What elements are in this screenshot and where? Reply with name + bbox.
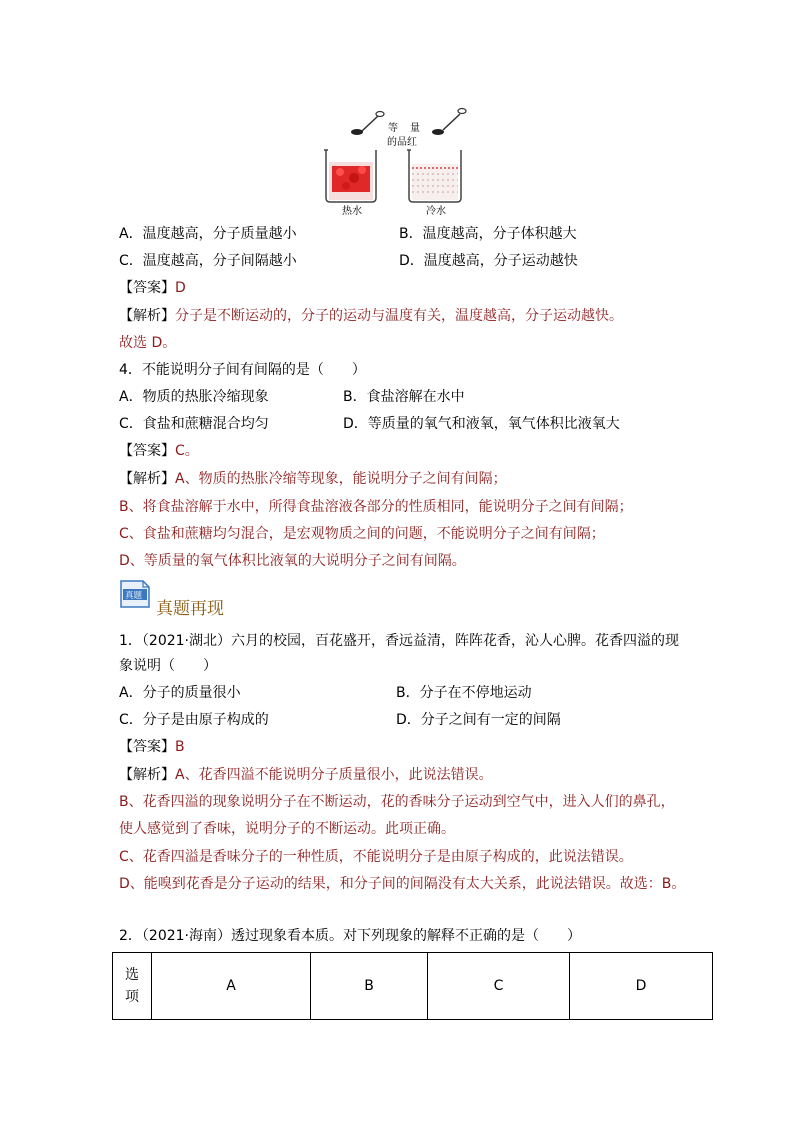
analysis-label: 【解析】 <box>119 767 175 783</box>
q3-conclusion: 故选 D。 <box>119 335 177 351</box>
q4-answer <box>119 441 199 461</box>
p1-option-c: C．分子是由原子构成的 <box>119 712 269 728</box>
analysis-text: 分子是不断运动的，分子的运动与温度有关，温度越高，分子运动越快。 <box>175 308 623 324</box>
table-header-c: C <box>428 953 570 1020</box>
p1-option-a: A．分子的质量很小 <box>119 685 241 701</box>
table-row <box>113 953 713 1020</box>
p1-option-d: D．分子之间有一定的间隔 <box>396 712 561 728</box>
q4-analysis-line-2: B、将食盐溶解于水中，所得食盐溶液各部分的性质相同，能说明分子之间有间隔； <box>119 499 633 515</box>
q4-analysis-line-4: D、等质量的氧气体积比液氧的大说明分子之间有间隔。 <box>119 553 466 569</box>
left-spoon-icon <box>351 112 384 136</box>
p1-analysis-line-1 <box>119 765 493 785</box>
p1-analysis-line-3: 使人感觉到了香味，说明分子的不断运动。此项正确。 <box>119 821 455 837</box>
q4-option-b: B．食盐溶解在水中 <box>343 389 465 405</box>
q3-option-a: A．温度越高，分子质量越小 <box>119 226 297 242</box>
answer-label: 【答案】 <box>119 443 175 459</box>
cold-water-beaker <box>407 150 461 202</box>
q4-option-a: A．物质的热胀冷缩现象 <box>119 389 269 405</box>
table-header-a: A <box>152 953 311 1020</box>
right-spoon-icon <box>432 109 466 136</box>
q3-option-b: B．温度越高，分子体积越大 <box>399 226 577 242</box>
badge-text: 真题 <box>125 591 143 601</box>
q4-option-d: D．等质量的氧气和液氧，氧气体积比液氧大 <box>343 416 620 432</box>
label-sub: 的品红 <box>387 137 417 148</box>
answer-label: 【答案】 <box>119 739 175 755</box>
p1-option-b: B．分子在不停地运动 <box>396 685 532 701</box>
p1-answer <box>119 737 185 757</box>
label-top-right: 量 <box>410 123 420 134</box>
answer-value: C。 <box>175 443 199 459</box>
table-header-option-line-1: 选 <box>125 967 139 983</box>
q4-analysis-line-3: C、食盐和蔗糖均匀混合，是宏观物质之间的问题，不能说明分子之间有间隔； <box>119 526 605 542</box>
section-title: 真题再现 <box>156 599 224 619</box>
answer-value: D <box>175 280 186 296</box>
table-header-d: D <box>570 953 713 1020</box>
answer-label: 【答案】 <box>119 280 175 296</box>
q4-analysis-line-1 <box>119 469 507 489</box>
p1-stem-line-1: 1．（2021·湖北）六月的校园，百花盛开，香远益清，阵阵花香，沁人心脾。花香四溢的现 <box>119 633 679 649</box>
q3-answer <box>119 278 186 298</box>
q3-option-d: D．温度越高，分子运动越快 <box>399 253 578 269</box>
q4-stem: 4．不能说明分子间有间隔的是（ ） <box>119 362 366 378</box>
analysis-label: 【解析】 <box>119 471 175 487</box>
table-header-option-line-2: 项 <box>125 989 139 1005</box>
options-table <box>112 952 713 1020</box>
p1-stem-line-2: 象说明（ ） <box>119 658 217 674</box>
answer-value: B <box>175 739 185 755</box>
hot-water-caption: 热水 <box>342 206 362 217</box>
zhenti-badge-icon <box>119 579 151 609</box>
beaker-figure <box>310 100 490 218</box>
table-header-b: B <box>311 953 428 1020</box>
analysis-text: A、物质的热胀冷缩等现象，能说明分子之间有间隔； <box>175 471 507 487</box>
p1-analysis-line-4: C、花香四溢是香味分子的一种性质，不能说明分子是由原子构成的，此说法错误。 <box>119 849 633 865</box>
q3-option-c: C．温度越高，分子间隔越小 <box>119 253 297 269</box>
label-top-left: 等 <box>388 123 398 134</box>
cold-water-caption: 冷水 <box>426 206 446 217</box>
p1-analysis-line-2: B、花香四溢的现象说明分子在不断运动，花的香味分子运动到空气中，进入人们的鼻孔， <box>119 794 675 810</box>
analysis-label: 【解析】 <box>119 308 175 324</box>
p1-analysis-line-5: D、能嗅到花香是分子运动的结果，和分子间的间隔没有太大关系，此说法错误。故选：B。 <box>119 876 686 892</box>
table-header-option <box>113 953 152 1020</box>
p2-stem: 2．（2021·海南）透过现象看本质。对下列现象的解释不正确的是（ ） <box>119 928 581 944</box>
q3-analysis <box>119 306 623 326</box>
q4-option-c: C．食盐和蔗糖混合均匀 <box>119 416 269 432</box>
analysis-text: A、花香四溢不能说明分子质量很小，此说法错误。 <box>175 767 493 783</box>
hot-water-beaker <box>324 150 376 202</box>
